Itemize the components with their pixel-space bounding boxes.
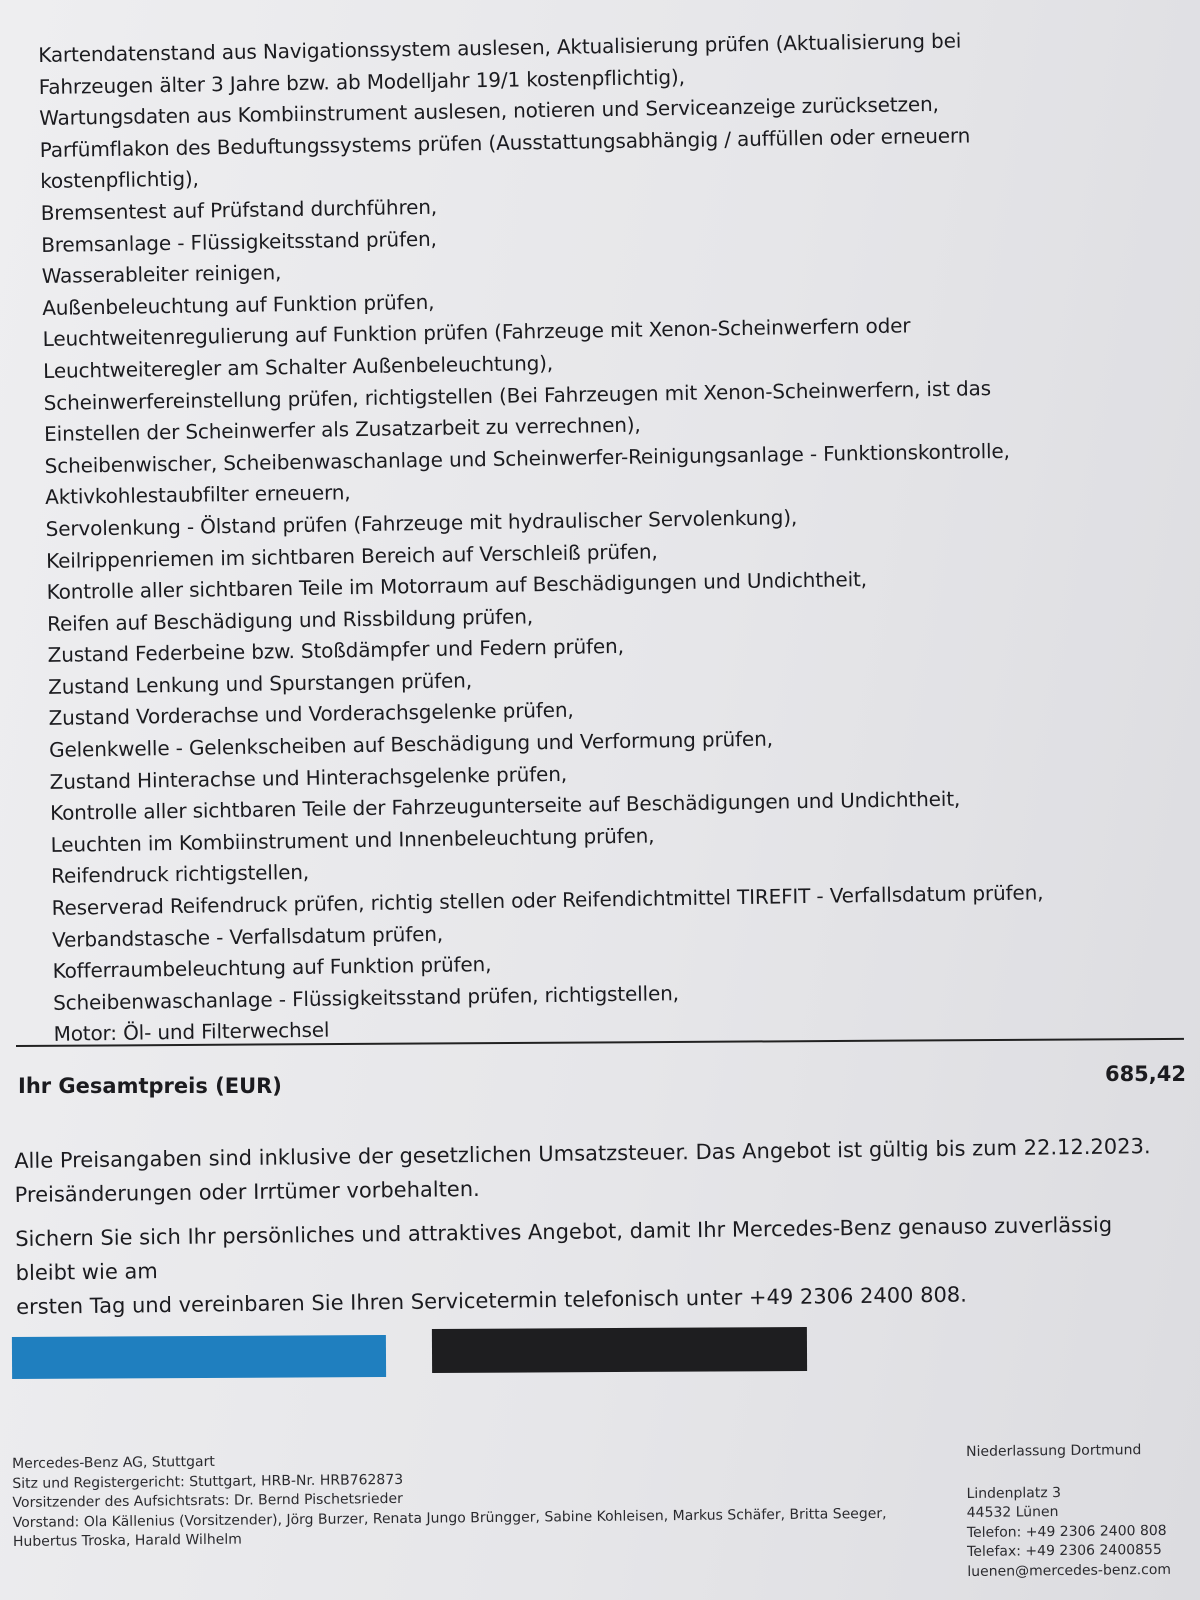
service-item-line: Motor: Öl- und Filterwechsel [53,1017,330,1047]
dark-action-button[interactable] [432,1327,807,1373]
service-item-line: Reserverad Reifendruck prüfen, richtig stellen oder Reifendichtmittel TIREFIT - Verfallsdatum prüfen, [51,880,1044,920]
service-item-line: Zustand Lenkung und Spurstangen prüfen, [47,668,473,699]
footer-company-line: Sitz und Registergericht: Stuttgart, HRB-Nr. HRB762873 [12,1471,404,1492]
branch-city: 44532 Lünen [966,1504,1059,1521]
service-item-line: Reifen auf Beschädigung und Rissbildung prüfen, [46,603,534,636]
service-item-list [38,23,1154,1051]
service-item-line: Leuchten im Kombiinstrument und Innenbeleuchtung prüfen, [50,823,655,857]
branch-street: Lindenplatz 3 [966,1484,1062,1502]
footer-company-line: Hubertus Troska, Harald Wilhelm [12,1531,242,1550]
company-legal-footer [12,1445,923,1552]
branch-phone: Telefon: +49 2306 2400 808 [966,1522,1167,1541]
branch-email[interactable]: luenen@mercedes-benz.com [967,1561,1172,1580]
total-price-value: 685,42 [1104,1062,1186,1086]
service-item-line: Servolenkung - Ölstand prüfen (Fahrzeuge mit hydraulischer Servolenkung), [45,505,798,541]
footer-company-line: Mercedes-Benz AG, Stuttgart [12,1453,215,1472]
service-item-line: Kartendatenstand aus Navigationssystem auslesen, Aktualisierung prüfen (Aktualisierung bei [38,28,962,67]
service-item-line: Leuchtweiteregler am Schalter Außenbeleuchtung), [43,350,554,383]
footer-company-line: Vorstand: Ola Källenius (Vorsitzender), Jörg Burzer, Renata Jungo Brüngger, Sabine Kohleisen, Markus Schäfer, Britta Seeger, [12,1505,887,1531]
service-item-line: Scheibenwischer, Scheibenwaschanlage und Scheinwerfer-Reinigungsanlage - Funktionskontrolle, [44,438,1010,478]
branch-fax: Telefax: +49 2306 2400855 [967,1541,1162,1560]
service-item-line: Reifendruck richtigstellen, [50,860,310,889]
offer-notes [14,1129,1176,1324]
branch-contact-footer [966,1441,1197,1582]
appointment-note-cont: ersten Tag und vereinbaren Sie Ihren Servicetermin telefonisch unter +49 2306 2400 808. [15,1282,968,1319]
service-item-line: Zustand Federbeine bzw. Stoßdämpfer und Federn prüfen, [47,634,625,668]
service-item-line: Wasserableiter reinigen, [41,260,282,289]
service-item-line: Fahrzeugen älter 3 Jahre bzw. ab Modelljahr 19/1 kostenpflichtig), [38,64,685,99]
service-item-line: Aktivkohlestaubfilter erneuern, [44,480,351,510]
service-item-line: Außenbeleuchtung auf Funktion prüfen, [42,289,435,320]
service-item-line: Keilrippenriemen im sichtbaren Bereich auf Verschleiß prüfen, [45,538,658,573]
total-price-label: Ihr Gesamtpreis (EUR) [18,1074,282,1098]
service-item-line: Bremsentest auf Prüfstand durchführen, [40,194,438,225]
service-item-line: Kontrolle aller sichtbaren Teile der Fahrzeugunterseite auf Beschädigungen und Undichtheit, [49,786,961,826]
service-item-line: Einstellen der Scheinwerfer als Zusatzarbeit zu verrechnen), [44,412,641,447]
footer-company-line: Vorsitzender des Aufsichtsrats: Dr. Bernd Pischetsrieder [12,1490,403,1511]
service-item-line: kostenpflichtig), [40,166,199,194]
service-item-line: Kofferraumbeleuchtung auf Funktion prüfen, [52,952,492,984]
reservation-note: Preisänderungen oder Irrtümer vorbehalten. [14,1176,480,1207]
service-item-line: Verbandstasche - Verfallsdatum prüfen, [51,921,444,952]
service-item-line: Kontrolle aller sichtbaren Teile im Motorraum auf Beschädigungen und Undichtheit, [46,567,868,605]
service-item-line: Bremsanlage - Flüssigkeitsstand prüfen, [41,226,437,257]
service-item-line: Parfümflakon des Beduftungssystems prüfen (Ausstattungsabhängig / auffüllen oder erneuern [39,123,971,162]
service-item-line: Wartungsdaten aus Kombiinstrument auslesen, notieren und Serviceanzeige zurücksetzen, [39,92,939,131]
service-item-line: Scheibenwaschanlage - Flüssigkeitsstand prüfen, richtigstellen, [52,980,680,1015]
tax-validity-note: Alle Preisangaben sind inklusive der gesetzlichen Umsatzsteuer. Das Angebot ist gültig bis zum 22.12.2023. [14,1134,1151,1173]
service-item-line: Zustand Hinterachse und Hinterachsgelenke prüfen, [49,761,568,794]
blue-action-button[interactable] [12,1335,386,1379]
appointment-note: Sichern Sie sich Ihr persönliches und attraktives Angebot, damit Ihr Mercedes-Benz genauso zuverlässig bleibt wie am [15,1212,1113,1285]
service-item-line: Leuchtweitenregulierung auf Funktion prüfen (Fahrzeuge mit Xenon-Scheinwerfern oder [42,313,911,352]
service-item-line: Scheinwerfereinstellung prüfen, richtigstellen (Bei Fahrzeugen mit Xenon-Scheinwerfern, ist das [43,375,992,415]
service-item-line: Zustand Vorderachse und Vorderachsgelenke prüfen, [48,698,574,731]
service-item-line: Gelenkwelle - Gelenkscheiben auf Beschädigung und Verformung prüfen, [48,726,774,762]
branch-name: Niederlassung Dortmund [966,1442,1142,1460]
